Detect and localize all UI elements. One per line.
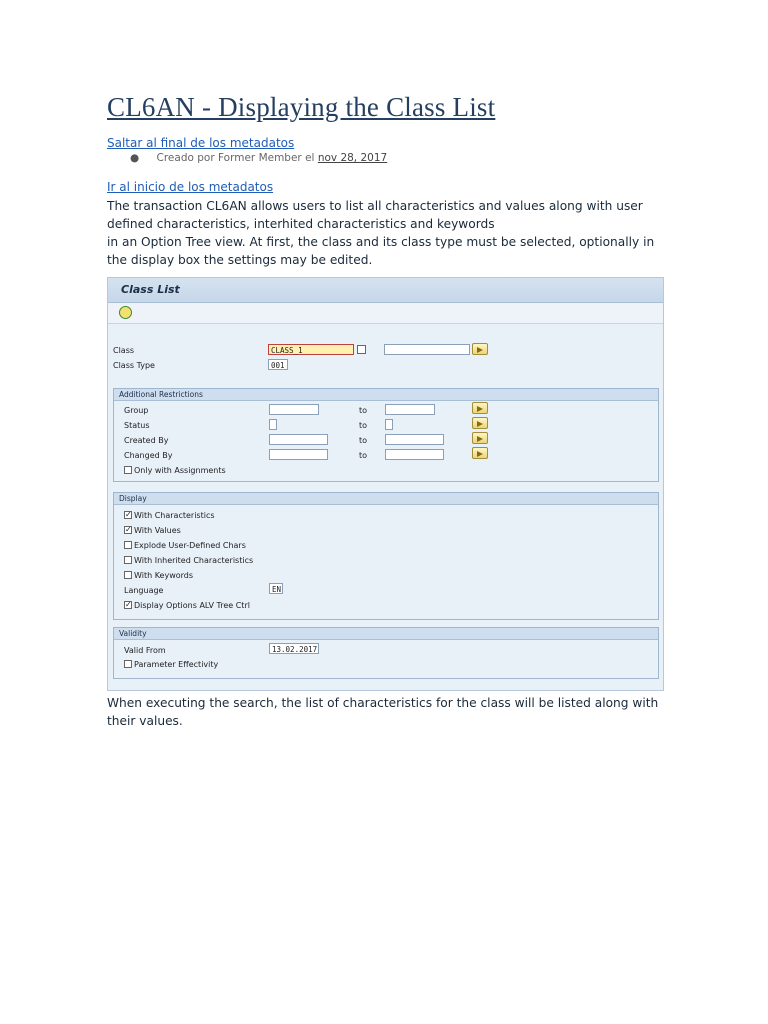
language-input[interactable]: EN (269, 583, 283, 594)
class-input[interactable]: CLASS_1 (268, 344, 354, 355)
group-to-input[interactable] (385, 404, 435, 415)
screen-title: Class List (121, 283, 180, 296)
status-to-input[interactable] (385, 419, 393, 430)
page-title: CL6AN - Displaying the Class List (107, 92, 496, 122)
with-inherited-label: With Inherited Characteristics (134, 556, 254, 565)
page-metadata (130, 152, 387, 164)
parameter-effectivity-checkbox[interactable] (124, 660, 132, 668)
with-values-label: With Values (134, 526, 181, 535)
only-with-assignments-checkbox[interactable] (124, 466, 132, 474)
bullet-icon: ● (130, 152, 140, 164)
outro-paragraph: When executing the search, the list of characteristics for the class will be listed along with their values. (107, 696, 659, 728)
search-help-icon[interactable] (357, 345, 366, 354)
sap-class-list-screen (107, 277, 664, 691)
changed-by-label: Changed By (124, 451, 173, 460)
status-label: Status (124, 421, 150, 430)
application-toolbar (108, 303, 663, 324)
group-to-label: to (359, 406, 368, 415)
explode-user-defined-label: Explode User-Defined Chars (134, 541, 246, 550)
class-type-input[interactable]: 001 (268, 359, 288, 370)
created-by-to-input[interactable] (385, 434, 444, 445)
changed-by-to-input[interactable] (385, 449, 444, 460)
language-label: Language (124, 586, 164, 595)
status-to-label: to (359, 421, 368, 430)
go-to-start-link[interactable]: Ir al inicio de los metadatos (107, 180, 274, 194)
explode-user-defined-checkbox[interactable] (124, 541, 132, 549)
execute-icon[interactable] (119, 306, 132, 319)
changed-by-from-input[interactable] (269, 449, 328, 460)
group-from-input[interactable] (269, 404, 319, 415)
display-title: Display (114, 493, 658, 505)
validity-group (113, 627, 659, 679)
only-with-assignments-label: Only with Assignments (134, 466, 226, 475)
valid-from-input[interactable]: 13.02.2017 (269, 643, 319, 654)
with-characteristics-checkbox[interactable]: ✓ (125, 510, 132, 519)
display-group (113, 492, 659, 620)
intro-paragraph-2: in an Option Tree view. At first, the class and its class type must be selected, optionally in the display box the settings may be edited. (107, 235, 655, 267)
validity-title: Validity (114, 628, 658, 640)
group-multiple-selection-button[interactable] (472, 402, 488, 414)
multiple-selection-button[interactable] (472, 343, 488, 355)
class-label: Class (113, 346, 135, 355)
with-keywords-checkbox[interactable] (124, 571, 132, 579)
additional-restrictions-group (113, 388, 659, 482)
display-options-alv-label: Display Options ALV Tree Ctrl (134, 601, 250, 610)
changed-by-multiple-selection-button[interactable] (472, 447, 488, 459)
with-keywords-label: With Keywords (134, 571, 194, 580)
with-values-checkbox[interactable]: ✓ (125, 525, 132, 534)
status-multiple-selection-button[interactable] (472, 417, 488, 429)
class-to-input[interactable] (384, 344, 470, 355)
valid-from-label: Valid From (124, 646, 166, 655)
screen-title-bar (108, 278, 663, 303)
skip-to-end-link[interactable]: Saltar al final de los metadatos (107, 136, 295, 150)
created-by-from-input[interactable] (269, 434, 328, 445)
created-by-label: Created By (124, 436, 169, 445)
class-type-label: Class Type (113, 361, 155, 370)
with-inherited-checkbox[interactable] (124, 556, 132, 564)
group-label: Group (124, 406, 149, 415)
changed-by-to-label: to (359, 451, 368, 460)
created-by-text: Creado por Former Member el (156, 152, 315, 164)
additional-restrictions-title: Additional Restrictions (114, 389, 658, 401)
with-characteristics-label: With Characteristics (134, 511, 215, 520)
intro-paragraph-1: The transaction CL6AN allows users to list all characteristics and values along with user defined characteristics, interhited characteristics and keywords (107, 199, 643, 231)
created-date[interactable]: nov 28, 2017 (317, 152, 388, 164)
display-options-alv-checkbox[interactable]: ✓ (125, 600, 132, 609)
created-by-to-label: to (359, 436, 368, 445)
created-by-multiple-selection-button[interactable] (472, 432, 488, 444)
parameter-effectivity-label: Parameter Effectivity (134, 660, 219, 669)
status-from-input[interactable] (269, 419, 277, 430)
